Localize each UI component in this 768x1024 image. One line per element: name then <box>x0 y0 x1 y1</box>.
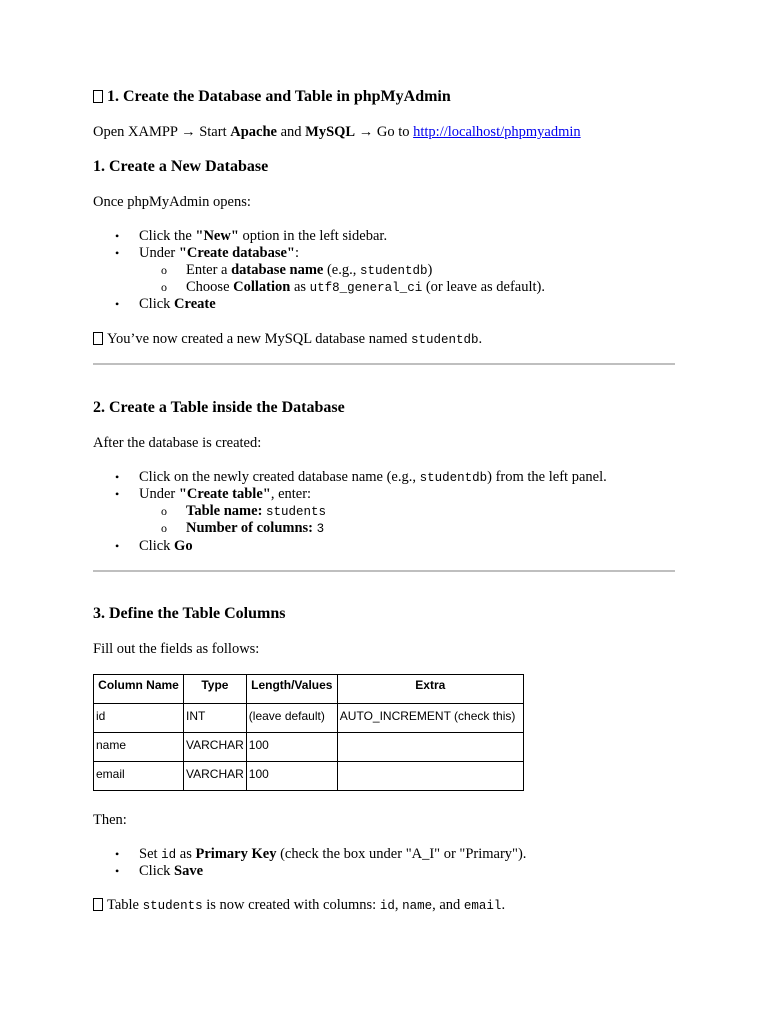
column-header: Type <box>184 675 247 704</box>
table-cell: name <box>94 733 184 762</box>
bullet-icon: • <box>115 487 120 501</box>
step-1-lead: Once phpMyAdmin opens: <box>93 194 251 210</box>
step-3-lead: Fill out the fields as follows: <box>93 641 260 657</box>
bullet-icon: • <box>115 246 120 260</box>
step-3-heading: 3. Define the Table Columns <box>93 605 286 622</box>
step-1-note: You’ve now created a new MySQL database named studentdb. <box>93 330 482 349</box>
columns-table <box>93 674 524 791</box>
table-cell: VARCHAR <box>184 762 247 791</box>
column-header: Length/Values <box>246 675 337 704</box>
step-1-heading: 1. Create a New Database <box>93 158 269 175</box>
checkbox-icon <box>93 332 103 345</box>
table-cell: email <box>94 762 184 791</box>
sub-bullet-icon: o <box>161 504 167 518</box>
step-2-heading: 2. Create a Table inside the Database <box>93 399 345 416</box>
table-cell: 100 <box>246 762 337 791</box>
bullet-icon: • <box>115 539 120 553</box>
arrow-right-icon: → <box>181 124 196 140</box>
sub-bullet-icon: o <box>161 263 167 277</box>
checkbox-icon <box>93 898 103 911</box>
bullet-icon: • <box>115 229 120 243</box>
then-label: Then: <box>93 812 127 828</box>
bullet-icon: • <box>115 297 120 311</box>
bullet-icon: • <box>115 864 120 878</box>
table-cell: VARCHAR <box>184 733 247 762</box>
table-cell: 100 <box>246 733 337 762</box>
table-cell: AUTO_INCREMENT (check this) <box>337 704 523 733</box>
divider <box>93 363 675 365</box>
arrow-right-icon: → <box>358 124 374 140</box>
table-cell: (leave default) <box>246 704 337 733</box>
table-cell <box>337 762 523 791</box>
column-header: Column Name <box>94 675 184 704</box>
table-row <box>94 704 524 733</box>
document-page: 1. Create the Database and Table in phpMyAdmin Open XAMPP → Start Apache and MySQL → Go to http://localhost/phpmyadmin 1. Create a New Database Once phpMyAdmin opens: • Click the "New" option in the left sidebar. • Under "Create database": o Enter a database name (e.g., studentdb) o Choose Collation as utf8_general_ci (or leave as default). • Click Create You’ve now created a new MySQL database named studentdb. 2. Create a Table inside the Database After the database is created: • Click on the newly created database name (e.g., studentdb) from the left panel. • Under "Create table", enter: o Table name: students o Number of columns: 3 • Click Go 3. Define the Table Columns Fill out the fields as follows: Column Name Type Length/Values Extra id INT (leave default) AUTO_INCREMENT (check this) name VARCHAR 100 email VARCHAR 100 Then: • Set id as Primary Key (check the box under "A_I" or "Primary"). • Click Save Table students is now created with columns: id, name, and email. <box>0 0 768 1024</box>
table-cell: INT <box>184 704 247 733</box>
step-3-note: Table students is now created with columns: id, name, and email. <box>93 896 505 915</box>
sub-bullet-icon: o <box>161 280 167 294</box>
sub-bullet-icon: o <box>161 521 167 535</box>
table-header-row <box>94 675 524 704</box>
intro-line: Open XAMPP → Start Apache and MySQL → Go to http://localhost/phpmyadmin <box>93 124 581 140</box>
table-cell: id <box>94 704 184 733</box>
divider <box>93 570 675 572</box>
bullet-icon: • <box>115 470 120 484</box>
checkbox-icon <box>93 90 103 103</box>
column-header: Extra <box>337 675 523 704</box>
table-row <box>94 733 524 762</box>
step-2-lead: After the database is created: <box>93 435 262 451</box>
table-cell <box>337 733 523 762</box>
phpmyadmin-link[interactable]: http://localhost/phpmyadmin <box>413 124 581 140</box>
table-row <box>94 762 524 791</box>
bullet-icon: • <box>115 847 120 861</box>
section-1-heading: 1. Create the Database and Table in phpMyAdmin <box>93 88 451 106</box>
